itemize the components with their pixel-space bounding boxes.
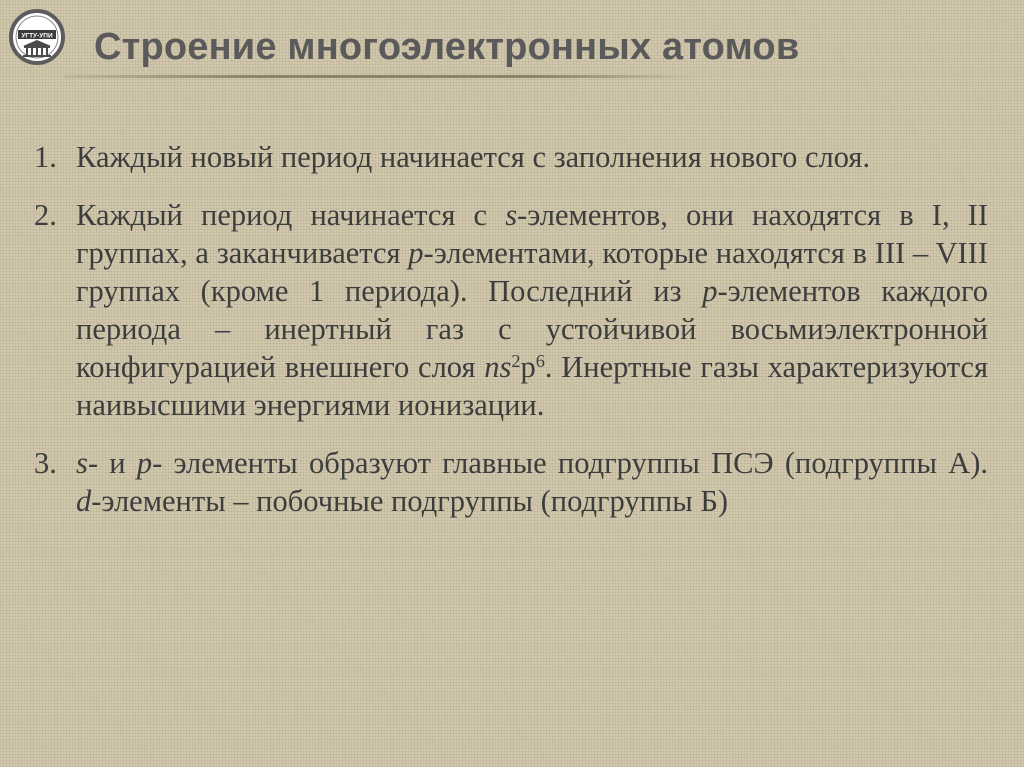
superscript: 2 bbox=[511, 350, 521, 371]
italic-symbol: p bbox=[702, 274, 718, 308]
list-item bbox=[34, 196, 988, 424]
text-run: -элементов, они находятся в I, II группах, а заканчивается bbox=[76, 198, 988, 270]
list-item-number: 2. bbox=[34, 198, 57, 232]
university-logo bbox=[8, 8, 66, 66]
italic-symbol: s bbox=[76, 446, 88, 480]
list-item-number: 1. bbox=[34, 140, 57, 174]
text-run: -элементов каждого периода – инертный газ с устойчивой восьмиэлектронной конфигурацией внешнего слоя bbox=[76, 274, 988, 384]
text-run: - и bbox=[87, 446, 137, 480]
italic-symbol: p bbox=[408, 236, 424, 270]
numbered-list bbox=[34, 138, 988, 540]
superscript: 6 bbox=[535, 350, 545, 371]
text-run: - элементы образуют главные подгруппы ПСЭ (подгруппы А). bbox=[152, 446, 988, 480]
slide-title: Строение многоэлектронных атомов bbox=[94, 26, 800, 68]
list-item-number: 3. bbox=[34, 446, 57, 480]
text-run: p bbox=[520, 350, 536, 384]
text-run: . Инертные газы характеризуются наивысшими энергиями ионизации. bbox=[76, 350, 989, 422]
text-run: -элементы – побочные подгруппы (подгруппы Б) bbox=[91, 484, 729, 518]
list-item-text bbox=[76, 138, 988, 176]
logo-text: УГТУ-УПИ bbox=[21, 32, 53, 40]
italic-symbol: d bbox=[76, 484, 92, 518]
italic-symbol: s bbox=[505, 198, 518, 232]
list-item bbox=[34, 444, 988, 520]
title-underline bbox=[64, 75, 694, 78]
text-run: Каждый новый период начинается с заполнения нового слоя. bbox=[76, 140, 871, 174]
list-item-text bbox=[76, 196, 988, 424]
italic-symbol: ns bbox=[484, 350, 512, 384]
text-run: Каждый период начинается с bbox=[76, 198, 506, 232]
list-item bbox=[34, 138, 988, 176]
list-item-text bbox=[76, 444, 988, 520]
text-run: -элементами, которые находятся в III – VIII группах (кроме 1 периода). Последний из bbox=[76, 236, 988, 308]
italic-symbol: p bbox=[136, 446, 153, 480]
